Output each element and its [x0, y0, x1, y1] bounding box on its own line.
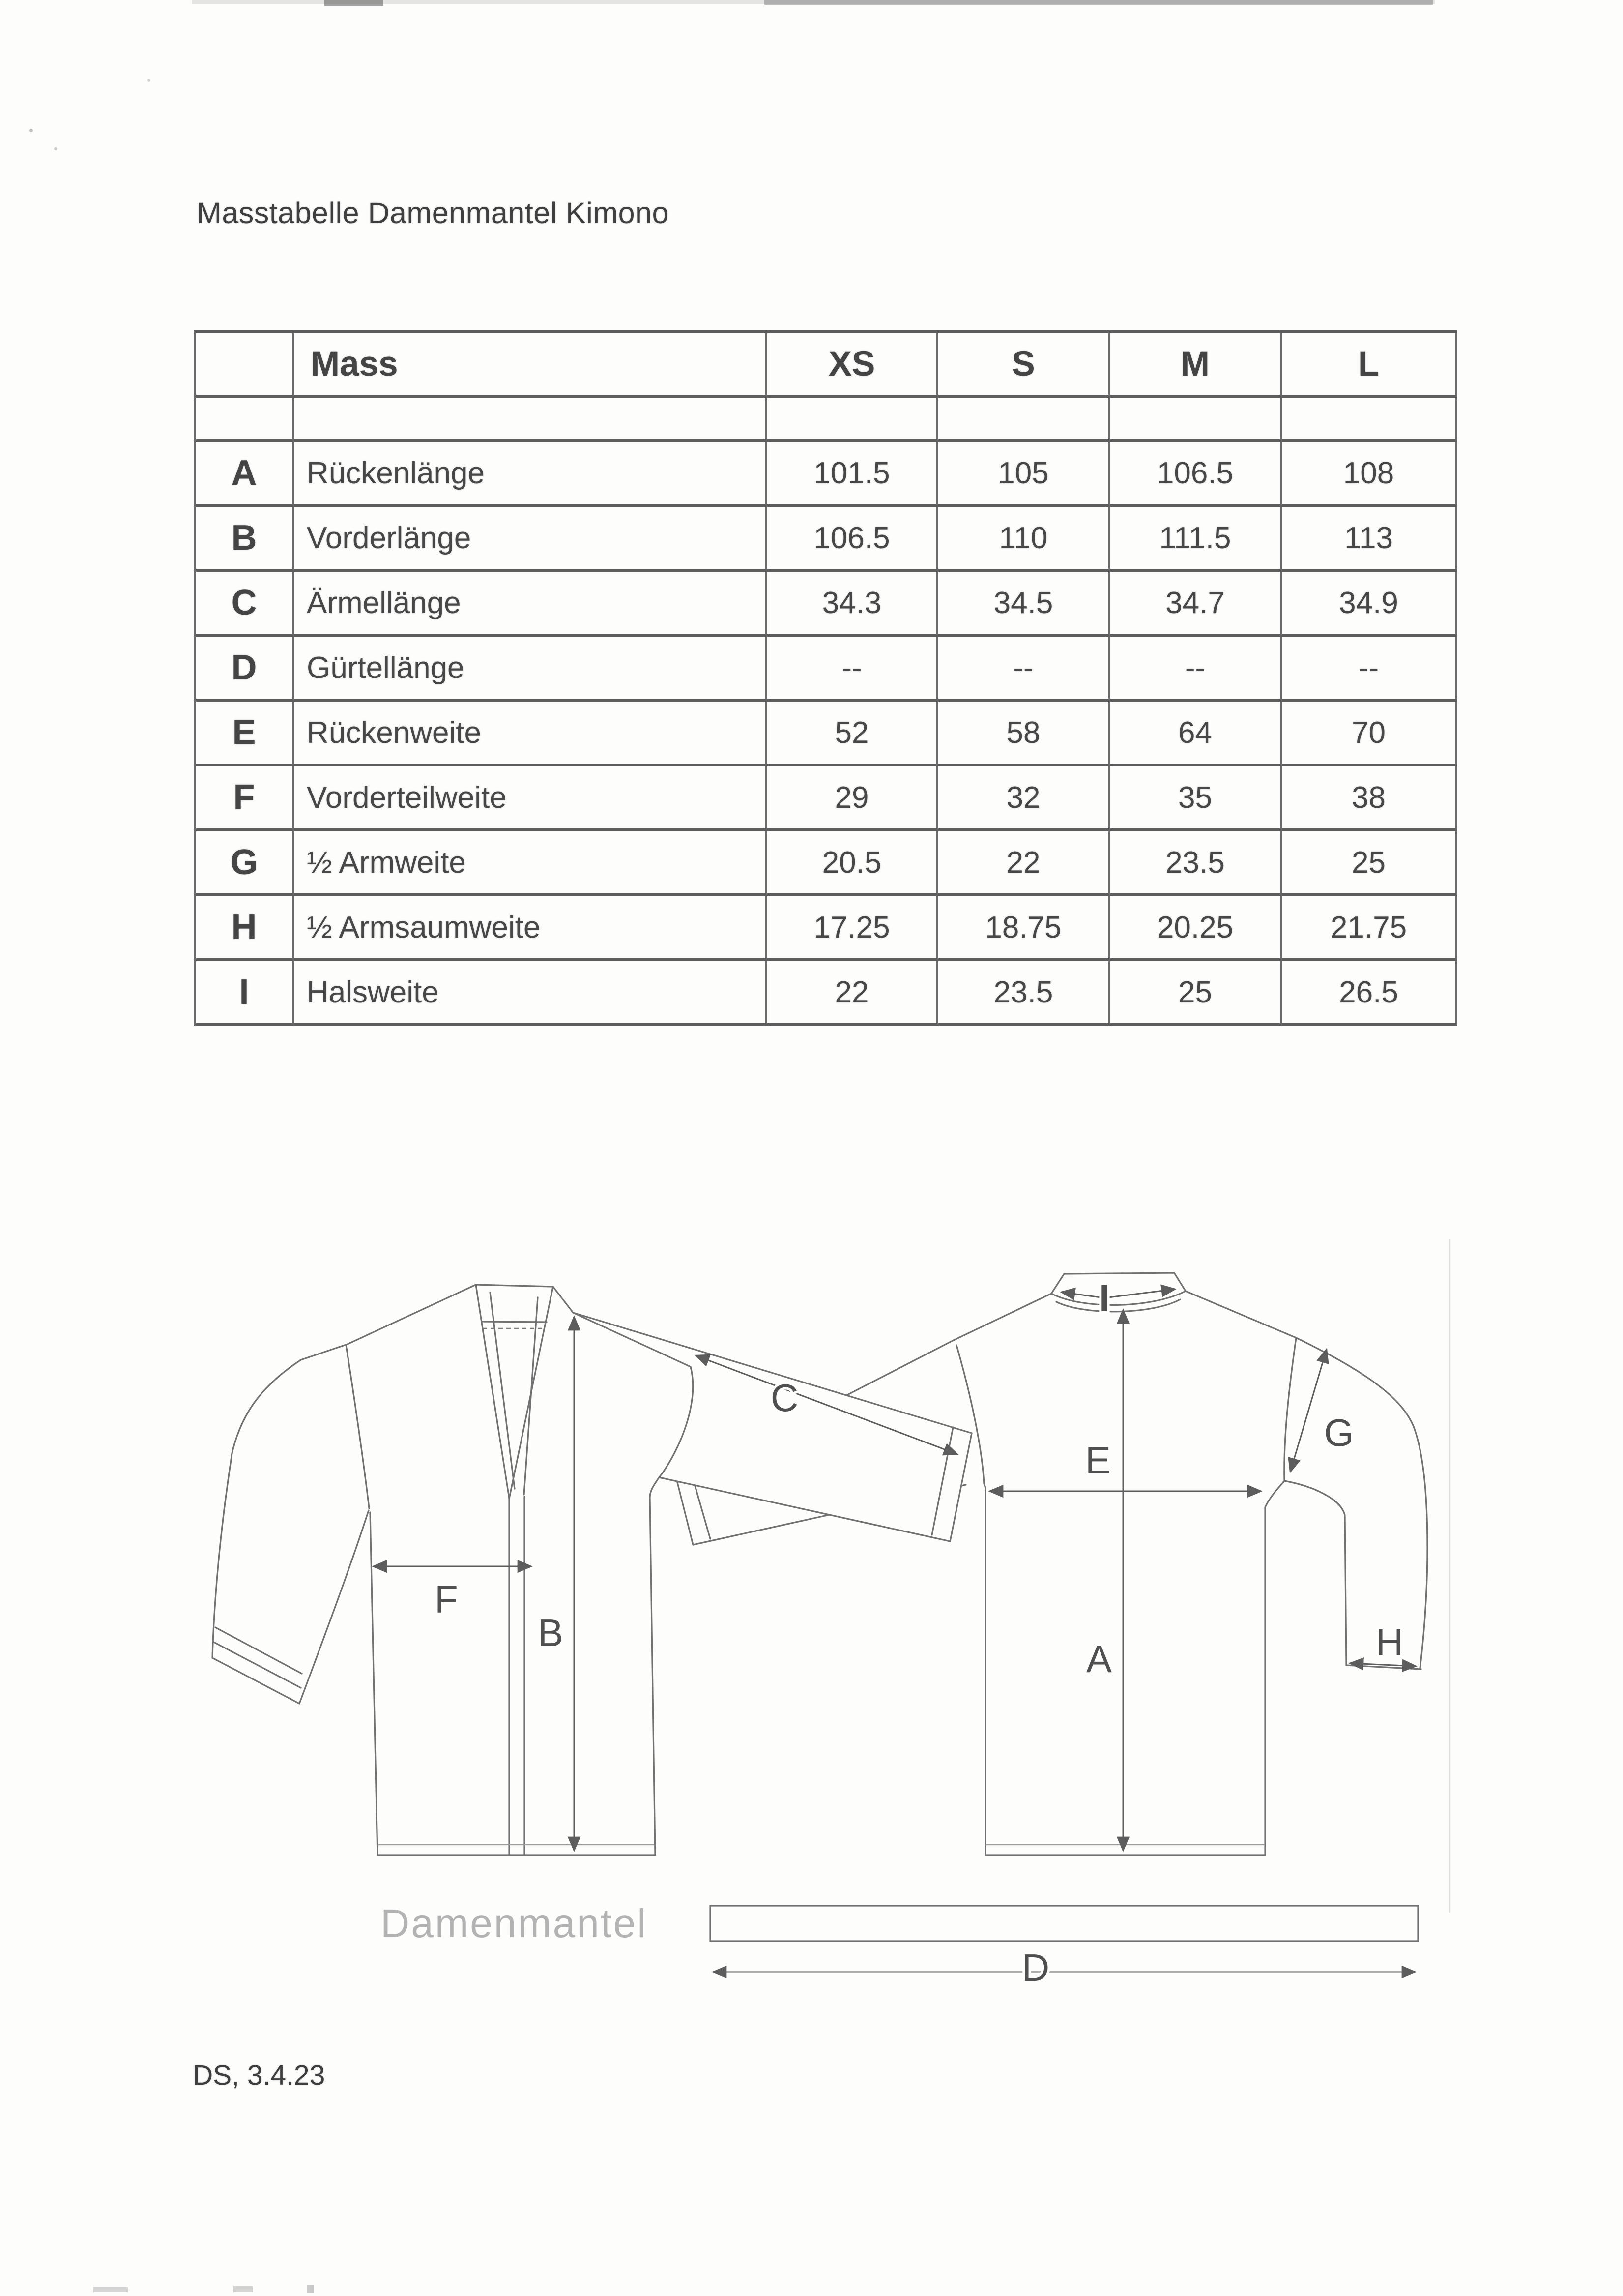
measure-value: 18.75	[938, 896, 1110, 961]
header-size-m: M	[1110, 333, 1282, 398]
label-H-icon: H	[1375, 1620, 1404, 1664]
measure-value: 70	[1282, 702, 1457, 766]
label-C-icon: C	[770, 1376, 799, 1419]
measure-value: 105	[938, 442, 1110, 507]
measure-label: Halsweite	[294, 961, 767, 1026]
measure-value: 58	[938, 702, 1110, 766]
measure-value: 29	[767, 766, 938, 831]
measure-letter: H	[196, 896, 294, 961]
header-size-l: L	[1282, 333, 1457, 398]
measure-letter: A	[196, 442, 294, 507]
measure-value: --	[1110, 637, 1282, 702]
measure-value: 21.75	[1282, 896, 1457, 961]
measure-value: --	[1282, 637, 1457, 702]
measure-value: 20.5	[767, 831, 938, 896]
diagram-caption: Damenmantel	[380, 1901, 648, 1946]
measure-label: Rückenweite	[294, 702, 767, 766]
back-right-sleeve-inner	[1284, 1481, 1346, 1665]
measure-value: 35	[1110, 766, 1282, 831]
measure-label: ½ Armweite	[294, 831, 767, 896]
measure-letter: E	[196, 702, 294, 766]
measure-value: 17.25	[767, 896, 938, 961]
label-G-icon: G	[1324, 1411, 1354, 1454]
measure-value: 26.5	[1282, 961, 1457, 1026]
measure-value: 34.5	[938, 572, 1110, 637]
measure-label: Vorderlänge	[294, 507, 767, 572]
measure-value: 34.9	[1282, 572, 1457, 637]
measure-value: --	[767, 637, 938, 702]
label-I-icon: I	[1099, 1276, 1110, 1320]
scan-dot-1	[29, 129, 33, 132]
measurement-diagram	[172, 1180, 1524, 2065]
scan-streak-top	[192, 0, 1435, 4]
label-E-icon: E	[1085, 1439, 1111, 1482]
measure-letter: G	[196, 831, 294, 896]
measure-value: 111.5	[1110, 507, 1282, 572]
belt-drawing	[710, 1906, 1418, 1941]
measure-letter: C	[196, 572, 294, 637]
label-A-icon: A	[1086, 1637, 1112, 1680]
measure-value: 110	[938, 507, 1110, 572]
scan-dot-3	[147, 79, 150, 82]
measure-value: 23.5	[938, 961, 1110, 1026]
measure-value: 106.5	[767, 507, 938, 572]
header-corner-cell	[196, 333, 294, 398]
measure-label: ½ Armsaumweite	[294, 896, 767, 961]
label-F-icon: F	[435, 1578, 458, 1621]
measure-value: 108	[1282, 442, 1457, 507]
front-coat-drawing	[212, 1285, 972, 1855]
measure-value: 64	[1110, 702, 1282, 766]
back-coat-drawing	[677, 1273, 1427, 1855]
measure-label: Ärmellänge	[294, 572, 767, 637]
measure-letter: D	[196, 637, 294, 702]
measure-value: 25	[1110, 961, 1282, 1026]
measure-label: Vorderteilweite	[294, 766, 767, 831]
measure-label: Rückenlänge	[294, 442, 767, 507]
measure-letter: F	[196, 766, 294, 831]
measure-value: 32	[938, 766, 1110, 831]
scan-mark-bottom3	[307, 2285, 314, 2293]
measure-letter: B	[196, 507, 294, 572]
measure-value: 20.25	[1110, 896, 1282, 961]
measure-value: 52	[767, 702, 938, 766]
measure-value: 113	[1282, 507, 1457, 572]
measure-value: 22	[938, 831, 1110, 896]
label-B-icon: B	[537, 1611, 564, 1654]
header-mass-cell: Mass	[294, 333, 767, 398]
header-size-s: S	[938, 333, 1110, 398]
measure-value: 23.5	[1110, 831, 1282, 896]
measurement-table	[194, 330, 1457, 1026]
measure-value: 25	[1282, 831, 1457, 896]
scan-streak-top-dark1	[324, 0, 383, 6]
measure-label: Gürtellänge	[294, 637, 767, 702]
measure-letter: I	[196, 961, 294, 1026]
scan-mark-bottom1	[93, 2287, 128, 2292]
page-title: Masstabelle Damenmantel Kimono	[197, 196, 669, 230]
measure-value: 101.5	[767, 442, 938, 507]
label-D-icon: D	[1021, 1946, 1050, 1989]
footer-note: DS, 3.4.23	[193, 2060, 325, 2091]
scan-mark-bottom2	[233, 2286, 253, 2292]
measure-value: 34.7	[1110, 572, 1282, 637]
measure-value: 34.3	[767, 572, 938, 637]
measure-value: 106.5	[1110, 442, 1282, 507]
header-size-xs: XS	[767, 333, 938, 398]
scan-streak-top-dark2	[764, 0, 1433, 5]
measure-value: --	[938, 637, 1110, 702]
scan-dot-2	[54, 147, 57, 150]
measure-value: 38	[1282, 766, 1457, 831]
measure-value: 22	[767, 961, 938, 1026]
